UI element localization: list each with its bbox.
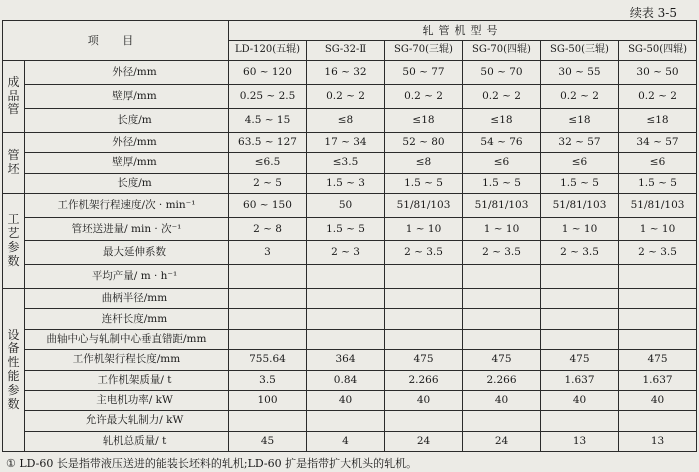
table-cell xyxy=(385,309,463,329)
row-item-label: 长度/m xyxy=(25,108,229,132)
table-row xyxy=(3,173,697,193)
row-item-label: 允许最大轧制力/ kW xyxy=(25,411,229,431)
header-item-label: 项 目 xyxy=(3,21,229,61)
table-cell xyxy=(541,265,619,289)
header-model-group: 轧管机型号 xyxy=(229,21,697,41)
table-cell xyxy=(463,289,541,309)
table-cell: 2.266 xyxy=(463,370,541,390)
table-cell: ≤3.5 xyxy=(307,153,385,173)
table-cell: 1 ~ 10 xyxy=(385,217,463,241)
row-item-label: 工作机架质量/ t xyxy=(25,370,229,390)
table-cell: 1.637 xyxy=(541,370,619,390)
header-row-group xyxy=(3,21,697,41)
table-cell xyxy=(229,309,307,329)
table-cell: 0.2 ~ 2 xyxy=(463,84,541,108)
table-cell xyxy=(463,411,541,431)
table-cell xyxy=(307,265,385,289)
table-cell xyxy=(229,329,307,349)
row-item-label: 平均产量/ m · h⁻¹ xyxy=(25,265,229,289)
table-cell: 1 ~ 10 xyxy=(619,217,697,241)
table-cell: 40 xyxy=(619,390,697,410)
table-cell: 1 ~ 10 xyxy=(541,217,619,241)
table-row xyxy=(3,289,697,309)
table-row xyxy=(3,350,697,370)
table-cell: 50 ~ 70 xyxy=(463,61,541,85)
table-cell: 475 xyxy=(463,350,541,370)
row-item-label: 曲轴中心与轧制中心垂直错距/mm xyxy=(25,329,229,349)
table-cell: ≤8 xyxy=(307,108,385,132)
table-row xyxy=(3,329,697,349)
spec-table xyxy=(2,20,697,452)
table-cell: 475 xyxy=(619,350,697,370)
table-cell: 475 xyxy=(541,350,619,370)
table-row xyxy=(3,431,697,451)
table-cell xyxy=(307,411,385,431)
table-cell: 0.2 ~ 2 xyxy=(307,84,385,108)
table-cell xyxy=(541,411,619,431)
table-row xyxy=(3,370,697,390)
table-row xyxy=(3,265,697,289)
table-cell: 2 ~ 8 xyxy=(229,217,307,241)
table-cell xyxy=(229,289,307,309)
table-row xyxy=(3,309,697,329)
table-cell: 40 xyxy=(385,390,463,410)
row-item-label: 曲柄半径/mm xyxy=(25,289,229,309)
table-cell: 51/81/103 xyxy=(463,193,541,217)
table-cell xyxy=(385,411,463,431)
table-cell: 3.5 xyxy=(229,370,307,390)
table-cell: 2 ~ 3.5 xyxy=(619,241,697,265)
table-cell xyxy=(229,411,307,431)
table-cell: 1.5 ~ 5 xyxy=(541,173,619,193)
table-cell: ≤6 xyxy=(463,153,541,173)
table-cell: 1 ~ 10 xyxy=(463,217,541,241)
table-cell xyxy=(307,289,385,309)
table-cell: 16 ~ 32 xyxy=(307,61,385,85)
table-cell xyxy=(619,411,697,431)
row-item-label: 壁厚/mm xyxy=(25,84,229,108)
table-cell: 1.5 ~ 3 xyxy=(307,173,385,193)
table-cell xyxy=(463,309,541,329)
table-cell: 755.64 xyxy=(229,350,307,370)
table-cell xyxy=(385,329,463,349)
row-item-label: 外径/mm xyxy=(25,132,229,152)
header-model: LD-120(五辊) xyxy=(229,41,307,61)
table-cell xyxy=(619,309,697,329)
table-caption: 续表 3-5 xyxy=(629,6,677,20)
table-cell: 2 ~ 3.5 xyxy=(463,241,541,265)
table-cell: 1.5 ~ 5 xyxy=(619,173,697,193)
row-item-label: 外径/mm xyxy=(25,61,229,85)
table-footnote: ① LD-60 长是指带液压送进的能装长坯料的轧机;LD-60 扩是指带扩大机头的轧机。 xyxy=(6,457,418,470)
table-cell: ≤18 xyxy=(463,108,541,132)
table-cell xyxy=(229,265,307,289)
table-cell: 0.2 ~ 2 xyxy=(541,84,619,108)
table-cell: 50 ~ 77 xyxy=(385,61,463,85)
table-cell: 2.266 xyxy=(385,370,463,390)
table-row xyxy=(3,390,697,410)
table-cell: 40 xyxy=(541,390,619,410)
table-cell: 4.5 ~ 15 xyxy=(229,108,307,132)
table-cell: 364 xyxy=(307,350,385,370)
table-cell xyxy=(307,309,385,329)
table-cell xyxy=(307,329,385,349)
table-cell: 32 ~ 57 xyxy=(541,132,619,152)
table-cell xyxy=(619,265,697,289)
table-row xyxy=(3,132,697,152)
table-cell: ≤6 xyxy=(541,153,619,173)
table-row xyxy=(3,241,697,265)
row-item-label: 主电机功率/ kW xyxy=(25,390,229,410)
header-model: SG-70(三辊) xyxy=(385,41,463,61)
table-row xyxy=(3,84,697,108)
table-cell xyxy=(463,265,541,289)
table-cell: ≤18 xyxy=(541,108,619,132)
table-cell xyxy=(619,329,697,349)
table-row xyxy=(3,411,697,431)
table-cell: 13 xyxy=(541,431,619,451)
table-cell xyxy=(463,329,541,349)
table-cell: 60 ~ 150 xyxy=(229,193,307,217)
row-item-label: 轧机总质量/ t xyxy=(25,431,229,451)
table-cell: 100 xyxy=(229,390,307,410)
table-cell: 1.637 xyxy=(619,370,697,390)
table-cell: 2 ~ 3 xyxy=(307,241,385,265)
table-cell: 30 ~ 50 xyxy=(619,61,697,85)
table-cell: 17 ~ 34 xyxy=(307,132,385,152)
table-cell: 1.5 ~ 5 xyxy=(385,173,463,193)
table-cell: 13 xyxy=(619,431,697,451)
table-cell: 51/81/103 xyxy=(619,193,697,217)
table-cell: 0.84 xyxy=(307,370,385,390)
table-cell: 40 xyxy=(463,390,541,410)
row-item-label: 管坯送进量/ min · 次⁻¹ xyxy=(25,217,229,241)
table-cell: 30 ~ 55 xyxy=(541,61,619,85)
table-cell: 0.2 ~ 2 xyxy=(385,84,463,108)
table-cell: 34 ~ 57 xyxy=(619,132,697,152)
table-cell: ≤18 xyxy=(385,108,463,132)
table-cell: ≤6 xyxy=(619,153,697,173)
row-item-label: 工作机架行程速度/次 · min⁻¹ xyxy=(25,193,229,217)
table-cell: 60 ~ 120 xyxy=(229,61,307,85)
table-cell: 3 xyxy=(229,241,307,265)
group-label-finished-tube: 成品管 xyxy=(3,61,25,133)
header-model: SG-70(四辊) xyxy=(463,41,541,61)
table-cell: ≤18 xyxy=(619,108,697,132)
table-cell: 52 ~ 80 xyxy=(385,132,463,152)
header-model: SG-50(三辊) xyxy=(541,41,619,61)
table-row xyxy=(3,193,697,217)
table-cell: 475 xyxy=(385,350,463,370)
table-cell: 2 ~ 5 xyxy=(229,173,307,193)
row-item-label: 工作机架行程长度/mm xyxy=(25,350,229,370)
table-cell: 0.25 ~ 2.5 xyxy=(229,84,307,108)
table-cell: ≤8 xyxy=(385,153,463,173)
table-cell: 1.5 ~ 5 xyxy=(463,173,541,193)
table-row xyxy=(3,217,697,241)
row-item-label: 最大延伸系数 xyxy=(25,241,229,265)
table-row xyxy=(3,153,697,173)
group-label-billet: 管坯 xyxy=(3,132,25,193)
table-row xyxy=(3,108,697,132)
table-cell xyxy=(619,289,697,309)
group-label-process-params: 工艺参数 xyxy=(3,193,25,288)
table-cell: 50 xyxy=(307,193,385,217)
table-cell: 45 xyxy=(229,431,307,451)
table-cell: 2 ~ 3.5 xyxy=(541,241,619,265)
table-cell xyxy=(541,329,619,349)
table-cell: 24 xyxy=(463,431,541,451)
table-row xyxy=(3,61,697,85)
table-cell: 51/81/103 xyxy=(385,193,463,217)
table-cell: 4 xyxy=(307,431,385,451)
table-cell: 51/81/103 xyxy=(541,193,619,217)
group-label-equipment-params: 设备性能参数 xyxy=(3,289,25,452)
row-item-label: 连杆长度/mm xyxy=(25,309,229,329)
table-cell: 24 xyxy=(385,431,463,451)
row-item-label: 长度/m xyxy=(25,173,229,193)
table-cell: ≤6.5 xyxy=(229,153,307,173)
table-cell: 0.2 ~ 2 xyxy=(619,84,697,108)
table-cell xyxy=(541,289,619,309)
table-cell xyxy=(541,309,619,329)
table-cell xyxy=(385,265,463,289)
table-cell xyxy=(385,289,463,309)
table-cell: 2 ~ 3.5 xyxy=(385,241,463,265)
table-cell: 1.5 ~ 5 xyxy=(307,217,385,241)
row-item-label: 壁厚/mm xyxy=(25,153,229,173)
header-model: SG-50(四辊) xyxy=(619,41,697,61)
table-cell: 63.5 ~ 127 xyxy=(229,132,307,152)
header-model: SG-32-Ⅱ xyxy=(307,41,385,61)
table-cell: 40 xyxy=(307,390,385,410)
table-cell: 54 ~ 76 xyxy=(463,132,541,152)
